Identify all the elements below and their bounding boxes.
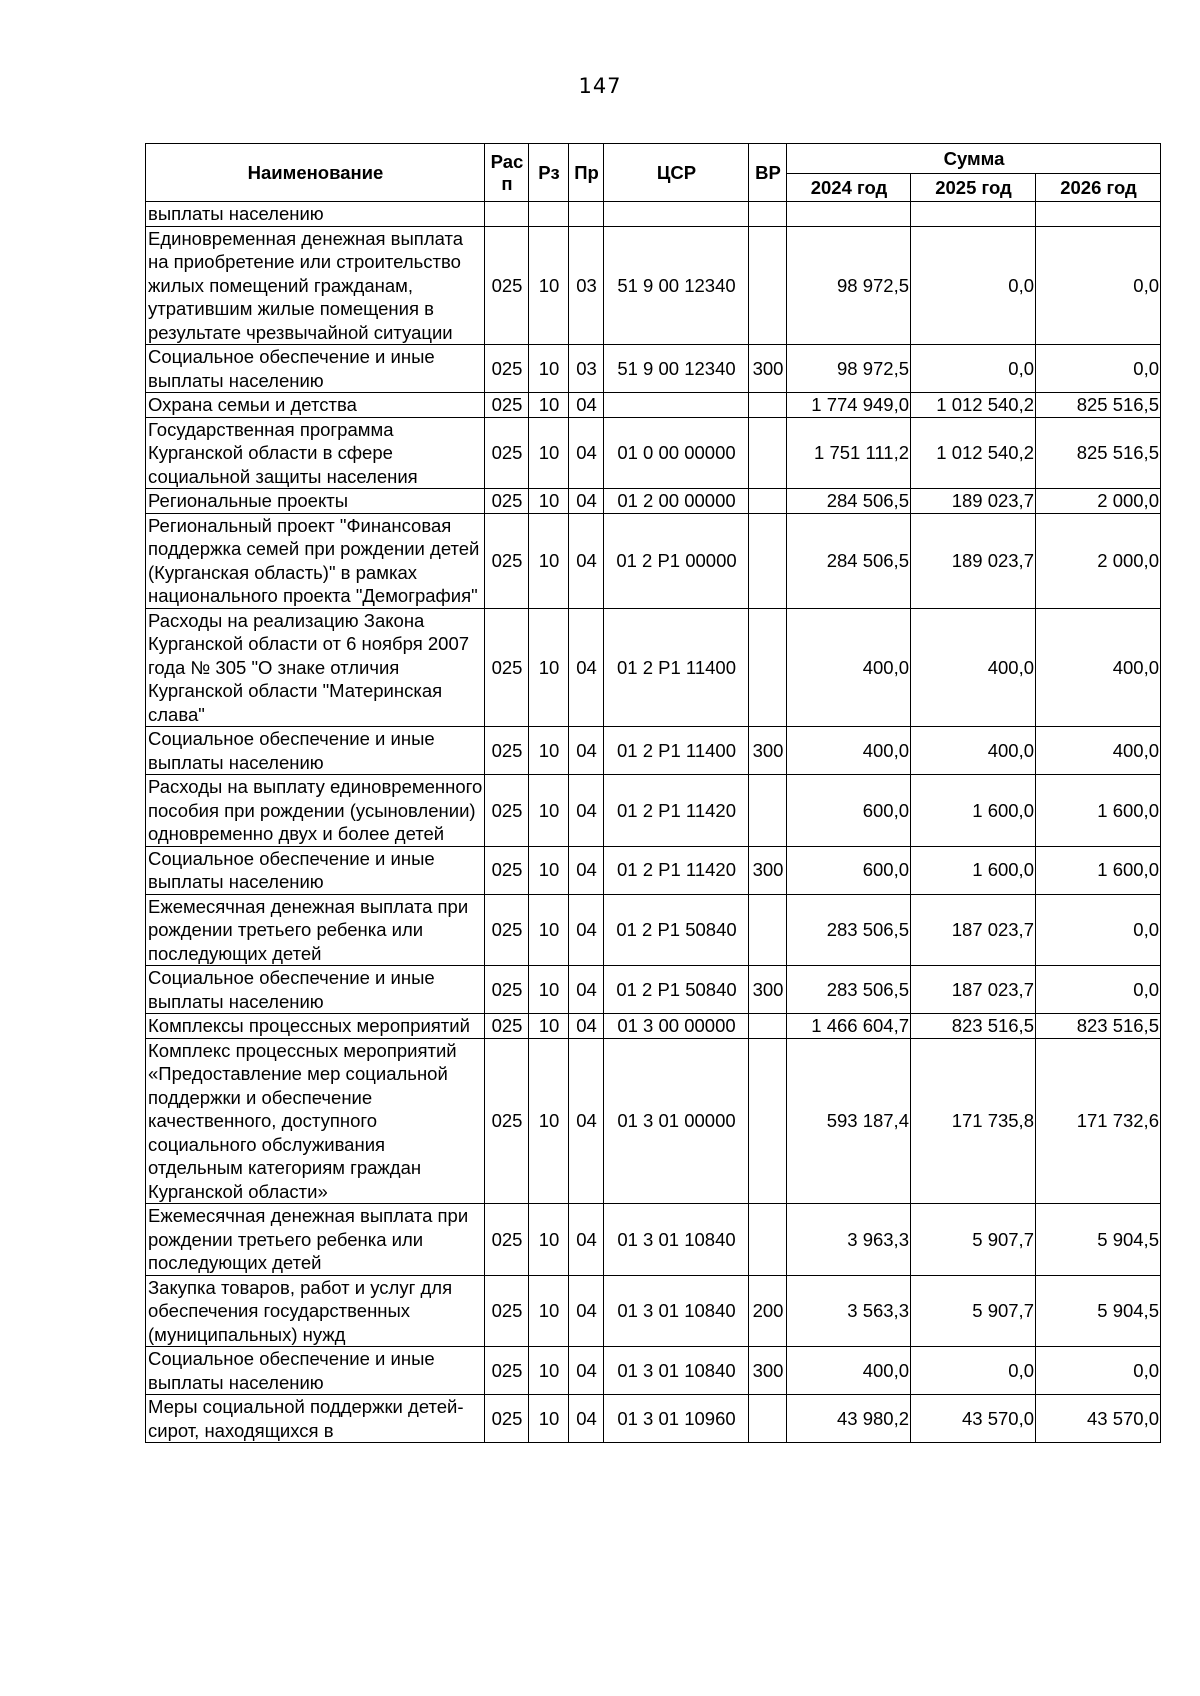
table-row xyxy=(146,846,1161,894)
cell-vr xyxy=(749,1395,787,1443)
cell-sum-2026: 400,0 xyxy=(1036,608,1161,727)
cell-sum-2025: 1 012 540,2 xyxy=(911,393,1036,418)
table-row xyxy=(146,1275,1161,1347)
cell-rasp: 025 xyxy=(485,417,529,489)
cell-rz: 10 xyxy=(529,608,569,727)
cell-sum-2025: 0,0 xyxy=(911,226,1036,345)
cell-rasp: 025 xyxy=(485,345,529,393)
cell-pr: 04 xyxy=(569,489,604,514)
page-number: 147 xyxy=(578,74,622,98)
cell-rasp: 025 xyxy=(485,894,529,966)
cell-pr: 04 xyxy=(569,1395,604,1443)
cell-pr: 04 xyxy=(569,1038,604,1204)
cell-rasp: 025 xyxy=(485,966,529,1014)
cell-vr xyxy=(749,1204,787,1276)
cell-sum-2026: 0,0 xyxy=(1036,894,1161,966)
cell-csr: 01 2 Р1 11420 xyxy=(604,775,749,847)
cell-rz: 10 xyxy=(529,727,569,775)
cell-rz: 10 xyxy=(529,1014,569,1039)
cell-name: Ежемесячная денежная выплата при рождении третьего ребенка или последующих детей xyxy=(146,894,485,966)
cell-sum-2025: 0,0 xyxy=(911,345,1036,393)
cell-pr: 04 xyxy=(569,727,604,775)
cell-sum-2024: 284 506,5 xyxy=(787,489,911,514)
cell-rasp: 025 xyxy=(485,1395,529,1443)
table-row xyxy=(146,727,1161,775)
cell-sum-2026: 825 516,5 xyxy=(1036,417,1161,489)
cell-name: Комплекс процессных мероприятий «Предоставление мер социальной поддержки и обеспечение качественного, доступного социального обслуживания отдельным категориям граждан Курганской области» xyxy=(146,1038,485,1204)
cell-rasp: 025 xyxy=(485,1014,529,1039)
cell-name: Региональный проект "Финансовая поддержка семей при рождении детей (Курганская область)" в рамках национального проекта "Демография" xyxy=(146,513,485,608)
cell-sum-2025: 1 600,0 xyxy=(911,775,1036,847)
cell-sum-2024: 284 506,5 xyxy=(787,513,911,608)
cell-sum-2024: 1 774 949,0 xyxy=(787,393,911,418)
cell-name: Социальное обеспечение и иные выплаты населению xyxy=(146,345,485,393)
cell-sum-2024: 593 187,4 xyxy=(787,1038,911,1204)
table-row xyxy=(146,417,1161,489)
cell-sum-2024: 283 506,5 xyxy=(787,894,911,966)
cell-vr xyxy=(749,489,787,514)
cell-rz: 10 xyxy=(529,226,569,345)
cell-vr: 200 xyxy=(749,1275,787,1347)
cell-sum-2026: 171 732,6 xyxy=(1036,1038,1161,1204)
cell-csr: 01 0 00 00000 xyxy=(604,417,749,489)
cell-vr xyxy=(749,1038,787,1204)
cell-name: Государственная программа Курганской области в сфере социальной защиты населения xyxy=(146,417,485,489)
cell-name: Комплексы процессных мероприятий xyxy=(146,1014,485,1039)
cell-rasp: 025 xyxy=(485,608,529,727)
cell-sum-2026: 5 904,5 xyxy=(1036,1204,1161,1276)
cell-csr xyxy=(604,393,749,418)
cell-sum-2024 xyxy=(787,202,911,227)
cell-rasp: 025 xyxy=(485,846,529,894)
cell-vr: 300 xyxy=(749,1347,787,1395)
header-vr: ВР xyxy=(749,144,787,202)
cell-sum-2026: 825 516,5 xyxy=(1036,393,1161,418)
cell-csr: 51 9 00 12340 xyxy=(604,345,749,393)
table-header xyxy=(146,144,1161,202)
cell-sum-2024: 98 972,5 xyxy=(787,345,911,393)
cell-rz: 10 xyxy=(529,393,569,418)
cell-sum-2024: 1 751 111,2 xyxy=(787,417,911,489)
cell-sum-2024: 1 466 604,7 xyxy=(787,1014,911,1039)
cell-sum-2026: 400,0 xyxy=(1036,727,1161,775)
cell-sum-2025: 400,0 xyxy=(911,608,1036,727)
cell-csr: 01 2 Р1 11400 xyxy=(604,608,749,727)
cell-name: Социальное обеспечение и иные выплаты населению xyxy=(146,846,485,894)
cell-vr xyxy=(749,608,787,727)
cell-sum-2024: 400,0 xyxy=(787,608,911,727)
table-row xyxy=(146,894,1161,966)
table-row xyxy=(146,1204,1161,1276)
cell-rz: 10 xyxy=(529,489,569,514)
cell-sum-2026: 0,0 xyxy=(1036,226,1161,345)
cell-sum-2026: 5 904,5 xyxy=(1036,1275,1161,1347)
cell-rasp: 025 xyxy=(485,1275,529,1347)
cell-csr: 01 2 Р1 11420 xyxy=(604,846,749,894)
cell-pr: 04 xyxy=(569,608,604,727)
cell-rz: 10 xyxy=(529,846,569,894)
cell-name: Региональные проекты xyxy=(146,489,485,514)
cell-pr: 04 xyxy=(569,417,604,489)
cell-vr: 300 xyxy=(749,846,787,894)
cell-csr: 01 3 01 00000 xyxy=(604,1038,749,1204)
header-year-2025: 2025 год xyxy=(911,174,1036,202)
cell-name: Расходы на выплату единовременного пособия при рождении (усыновлении) одновременно двух и более детей xyxy=(146,775,485,847)
cell-vr xyxy=(749,1014,787,1039)
cell-csr: 01 3 01 10960 xyxy=(604,1395,749,1443)
cell-pr: 04 xyxy=(569,1347,604,1395)
cell-csr: 01 2 Р1 00000 xyxy=(604,513,749,608)
cell-csr xyxy=(604,202,749,227)
cell-csr: 01 3 01 10840 xyxy=(604,1347,749,1395)
cell-csr: 01 3 00 00000 xyxy=(604,1014,749,1039)
cell-sum-2024: 283 506,5 xyxy=(787,966,911,1014)
table-row xyxy=(146,1014,1161,1039)
cell-rasp: 025 xyxy=(485,1204,529,1276)
cell-name: Ежемесячная денежная выплата при рождении третьего ребенка или последующих детей xyxy=(146,1204,485,1276)
cell-pr: 04 xyxy=(569,966,604,1014)
cell-sum-2026: 0,0 xyxy=(1036,1347,1161,1395)
header-sum: Сумма xyxy=(787,144,1161,174)
cell-vr xyxy=(749,393,787,418)
cell-csr: 01 2 00 00000 xyxy=(604,489,749,514)
header-csr: ЦСР xyxy=(604,144,749,202)
cell-sum-2024: 43 980,2 xyxy=(787,1395,911,1443)
cell-rz: 10 xyxy=(529,417,569,489)
cell-csr: 01 2 Р1 50840 xyxy=(604,966,749,1014)
cell-rasp: 025 xyxy=(485,489,529,514)
cell-pr xyxy=(569,202,604,227)
cell-rz: 10 xyxy=(529,1395,569,1443)
cell-name: Охрана семьи и детства xyxy=(146,393,485,418)
cell-name: Расходы на реализацию Закона Курганской области от 6 ноября 2007 года № 305 "О знаке отличия Курганской области "Материнская слава" xyxy=(146,608,485,727)
cell-sum-2025: 171 735,8 xyxy=(911,1038,1036,1204)
cell-rasp: 025 xyxy=(485,513,529,608)
cell-rz: 10 xyxy=(529,1204,569,1276)
table-row xyxy=(146,345,1161,393)
table-row xyxy=(146,393,1161,418)
table-body xyxy=(146,202,1161,1443)
cell-sum-2024: 600,0 xyxy=(787,775,911,847)
cell-name: Меры социальной поддержки детей-сирот, находящихся в xyxy=(146,1395,485,1443)
cell-sum-2025: 189 023,7 xyxy=(911,489,1036,514)
cell-vr xyxy=(749,513,787,608)
cell-rz: 10 xyxy=(529,513,569,608)
cell-rasp xyxy=(485,202,529,227)
cell-csr: 01 2 Р1 11400 xyxy=(604,727,749,775)
cell-pr: 04 xyxy=(569,393,604,418)
cell-name: Социальное обеспечение и иные выплаты населению xyxy=(146,1347,485,1395)
cell-rasp: 025 xyxy=(485,1347,529,1395)
table-row xyxy=(146,775,1161,847)
cell-pr: 04 xyxy=(569,894,604,966)
cell-rz: 10 xyxy=(529,894,569,966)
cell-rasp: 025 xyxy=(485,226,529,345)
cell-rz: 10 xyxy=(529,775,569,847)
table-row xyxy=(146,226,1161,345)
cell-pr: 03 xyxy=(569,226,604,345)
cell-sum-2026: 43 570,0 xyxy=(1036,1395,1161,1443)
cell-csr: 51 9 00 12340 xyxy=(604,226,749,345)
header-rz: Рз xyxy=(529,144,569,202)
cell-rz: 10 xyxy=(529,1275,569,1347)
cell-sum-2026: 0,0 xyxy=(1036,966,1161,1014)
cell-rasp: 025 xyxy=(485,775,529,847)
table-row xyxy=(146,513,1161,608)
table-row xyxy=(146,1038,1161,1204)
cell-sum-2024: 98 972,5 xyxy=(787,226,911,345)
cell-vr xyxy=(749,417,787,489)
table-row xyxy=(146,966,1161,1014)
cell-vr xyxy=(749,894,787,966)
cell-sum-2026: 823 516,5 xyxy=(1036,1014,1161,1039)
cell-sum-2026: 2 000,0 xyxy=(1036,489,1161,514)
cell-rasp: 025 xyxy=(485,1038,529,1204)
header-name: Наименование xyxy=(146,144,485,202)
cell-pr: 03 xyxy=(569,345,604,393)
cell-pr: 04 xyxy=(569,1275,604,1347)
cell-sum-2025 xyxy=(911,202,1036,227)
cell-rz: 10 xyxy=(529,966,569,1014)
table-row xyxy=(146,1347,1161,1395)
cell-vr: 300 xyxy=(749,966,787,1014)
cell-sum-2025: 1 012 540,2 xyxy=(911,417,1036,489)
cell-rasp: 025 xyxy=(485,393,529,418)
cell-pr: 04 xyxy=(569,775,604,847)
table-row xyxy=(146,608,1161,727)
cell-rz: 10 xyxy=(529,345,569,393)
cell-rz: 10 xyxy=(529,1038,569,1204)
cell-rz xyxy=(529,202,569,227)
header-rasp: Рас п xyxy=(485,144,529,202)
table-row xyxy=(146,1395,1161,1443)
cell-name: Единовременная денежная выплата на приобретение или строительство жилых помещений гражданам, утратившим жилые помещения в результате чрезвычайной ситуации xyxy=(146,226,485,345)
header-year-2024: 2024 год xyxy=(787,174,911,202)
cell-pr: 04 xyxy=(569,1014,604,1039)
cell-sum-2026: 0,0 xyxy=(1036,345,1161,393)
cell-sum-2025: 823 516,5 xyxy=(911,1014,1036,1039)
cell-vr xyxy=(749,202,787,227)
cell-rz: 10 xyxy=(529,1347,569,1395)
cell-name: Социальное обеспечение и иные выплаты населению xyxy=(146,727,485,775)
cell-pr: 04 xyxy=(569,846,604,894)
cell-name: Социальное обеспечение и иные выплаты населению xyxy=(146,966,485,1014)
cell-vr: 300 xyxy=(749,345,787,393)
cell-sum-2025: 187 023,7 xyxy=(911,966,1036,1014)
cell-rasp: 025 xyxy=(485,727,529,775)
cell-sum-2026: 1 600,0 xyxy=(1036,846,1161,894)
cell-vr xyxy=(749,775,787,847)
budget-table xyxy=(145,143,1161,1443)
cell-sum-2026 xyxy=(1036,202,1161,227)
cell-vr xyxy=(749,226,787,345)
cell-sum-2024: 3 963,3 xyxy=(787,1204,911,1276)
cell-sum-2026: 2 000,0 xyxy=(1036,513,1161,608)
cell-pr: 04 xyxy=(569,513,604,608)
cell-sum-2024: 600,0 xyxy=(787,846,911,894)
table-row xyxy=(146,202,1161,227)
cell-sum-2025: 1 600,0 xyxy=(911,846,1036,894)
cell-name: Закупка товаров, работ и услуг для обеспечения государственных (муниципальных) нужд xyxy=(146,1275,485,1347)
cell-sum-2026: 1 600,0 xyxy=(1036,775,1161,847)
cell-csr: 01 3 01 10840 xyxy=(604,1204,749,1276)
cell-pr: 04 xyxy=(569,1204,604,1276)
cell-sum-2025: 187 023,7 xyxy=(911,894,1036,966)
cell-sum-2024: 3 563,3 xyxy=(787,1275,911,1347)
cell-vr: 300 xyxy=(749,727,787,775)
cell-sum-2025: 189 023,7 xyxy=(911,513,1036,608)
cell-csr: 01 3 01 10840 xyxy=(604,1275,749,1347)
header-year-2026: 2026 год xyxy=(1036,174,1161,202)
cell-name: выплаты населению xyxy=(146,202,485,227)
table-row xyxy=(146,489,1161,514)
cell-sum-2024: 400,0 xyxy=(787,727,911,775)
cell-sum-2024: 400,0 xyxy=(787,1347,911,1395)
cell-sum-2025: 5 907,7 xyxy=(911,1204,1036,1276)
cell-sum-2025: 43 570,0 xyxy=(911,1395,1036,1443)
header-pr: Пр xyxy=(569,144,604,202)
cell-sum-2025: 0,0 xyxy=(911,1347,1036,1395)
cell-csr: 01 2 Р1 50840 xyxy=(604,894,749,966)
cell-sum-2025: 400,0 xyxy=(911,727,1036,775)
cell-sum-2025: 5 907,7 xyxy=(911,1275,1036,1347)
